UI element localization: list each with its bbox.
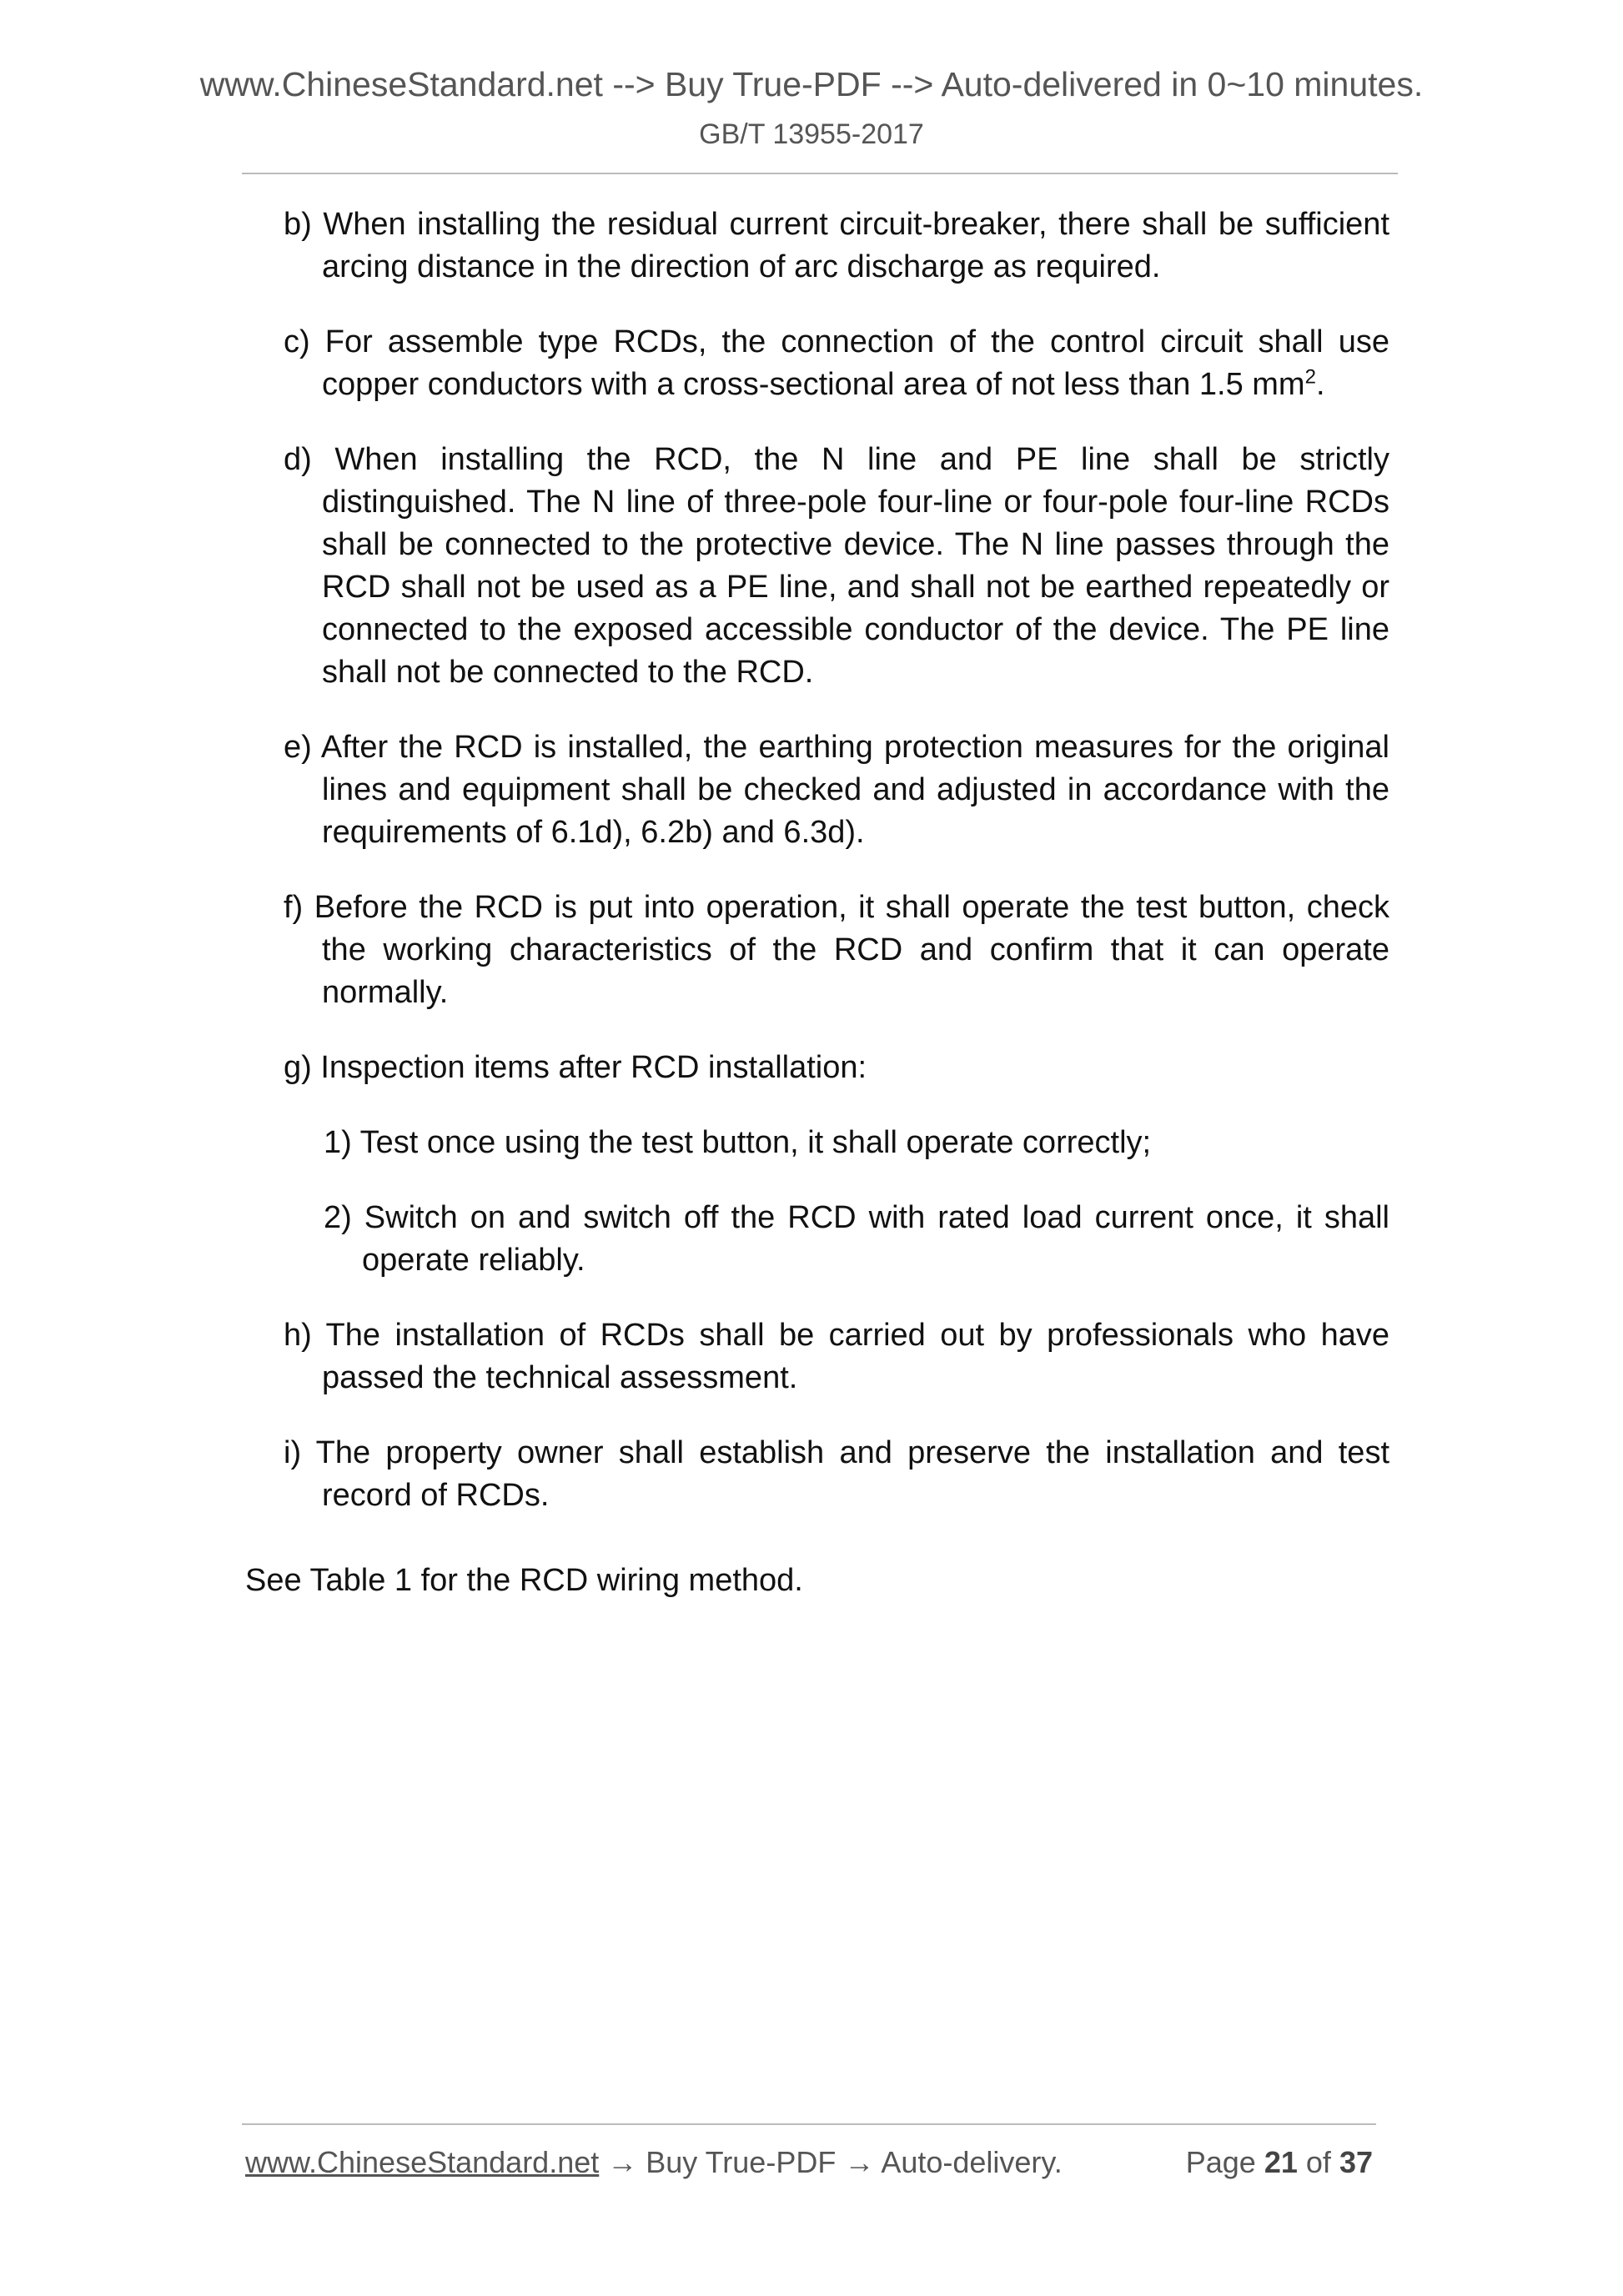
item-f: f) Before the RCD is put into operation, it shall operate the test button, check the working characteristics of the RCD and confirm that it can operate normally.	[284, 890, 1389, 1010]
item-b: b) When installing the residual current circuit-breaker, there shall be sufficient arcing distance in the direction of arc discharge as required.	[284, 207, 1389, 284]
body-text	[284, 203, 1389, 1550]
item-h: h) The installation of RCDs shall be carried out by professionals who have passed the technical assessment.	[284, 1318, 1389, 1395]
of-label: of	[1305, 2145, 1331, 2179]
item-e: e) After the RCD is installed, the earthing protection measures for the original lines and equipment shall be checked and adjusted in accordance with the requirements of 6.1d), 6.2b) and 6.3d).	[284, 730, 1389, 850]
footer-divider	[242, 2123, 1376, 2125]
standard-number: GB/T 13955-2017	[699, 118, 924, 150]
header-banner: www.ChineseStandard.net --> Buy True-PDF --> Auto-delivered in 0~10 minutes.	[199, 65, 1424, 103]
item-c	[284, 321, 1389, 406]
page-label: Page	[1185, 2145, 1256, 2179]
page-total: 37	[1339, 2145, 1373, 2179]
item-g: g) Inspection items after RCD installation:	[284, 1050, 867, 1085]
item-g2: 2) Switch on and switch off the RCD with rated load current once, it shall operate reliably.	[324, 1200, 1389, 1278]
page-indicator	[1186, 2145, 1373, 2180]
page-number: 21	[1264, 2145, 1298, 2179]
footer-left	[245, 2145, 1063, 2180]
see-table-note: See Table 1 for the RCD wiring method.	[245, 1563, 803, 1598]
footer-tagline: → Buy True-PDF → Auto-delivery.	[599, 2145, 1063, 2179]
item-c-superscript: 2	[1304, 365, 1316, 389]
item-i: i) The property owner shall establish and preserve the installation and test record of RCDs.	[284, 1435, 1389, 1513]
footer-site-link[interactable]: www.ChineseStandard.net	[245, 2145, 600, 2179]
item-c-end: .	[1315, 367, 1325, 402]
header-divider	[242, 173, 1398, 174]
item-d: d) When installing the RCD, the N line and PE line shall be strictly distinguished. The N line of three-pole four-line or four-pole four-line RCDs shall be connected to the protective device. The N line passes through the RCD shall not be used as a PE line, and shall not be earthed repeatedly or connected to the exposed accessible conductor of the device. The PE line shall not be connected to the RCD.	[284, 442, 1389, 690]
item-g1: 1) Test once using the test button, it shall operate correctly;	[324, 1125, 1152, 1160]
item-c-text: c) For assemble type RCDs, the connection of the control circuit shall use copper conductors with a cross-sectional area of not less than 1.5 mm	[284, 324, 1389, 402]
